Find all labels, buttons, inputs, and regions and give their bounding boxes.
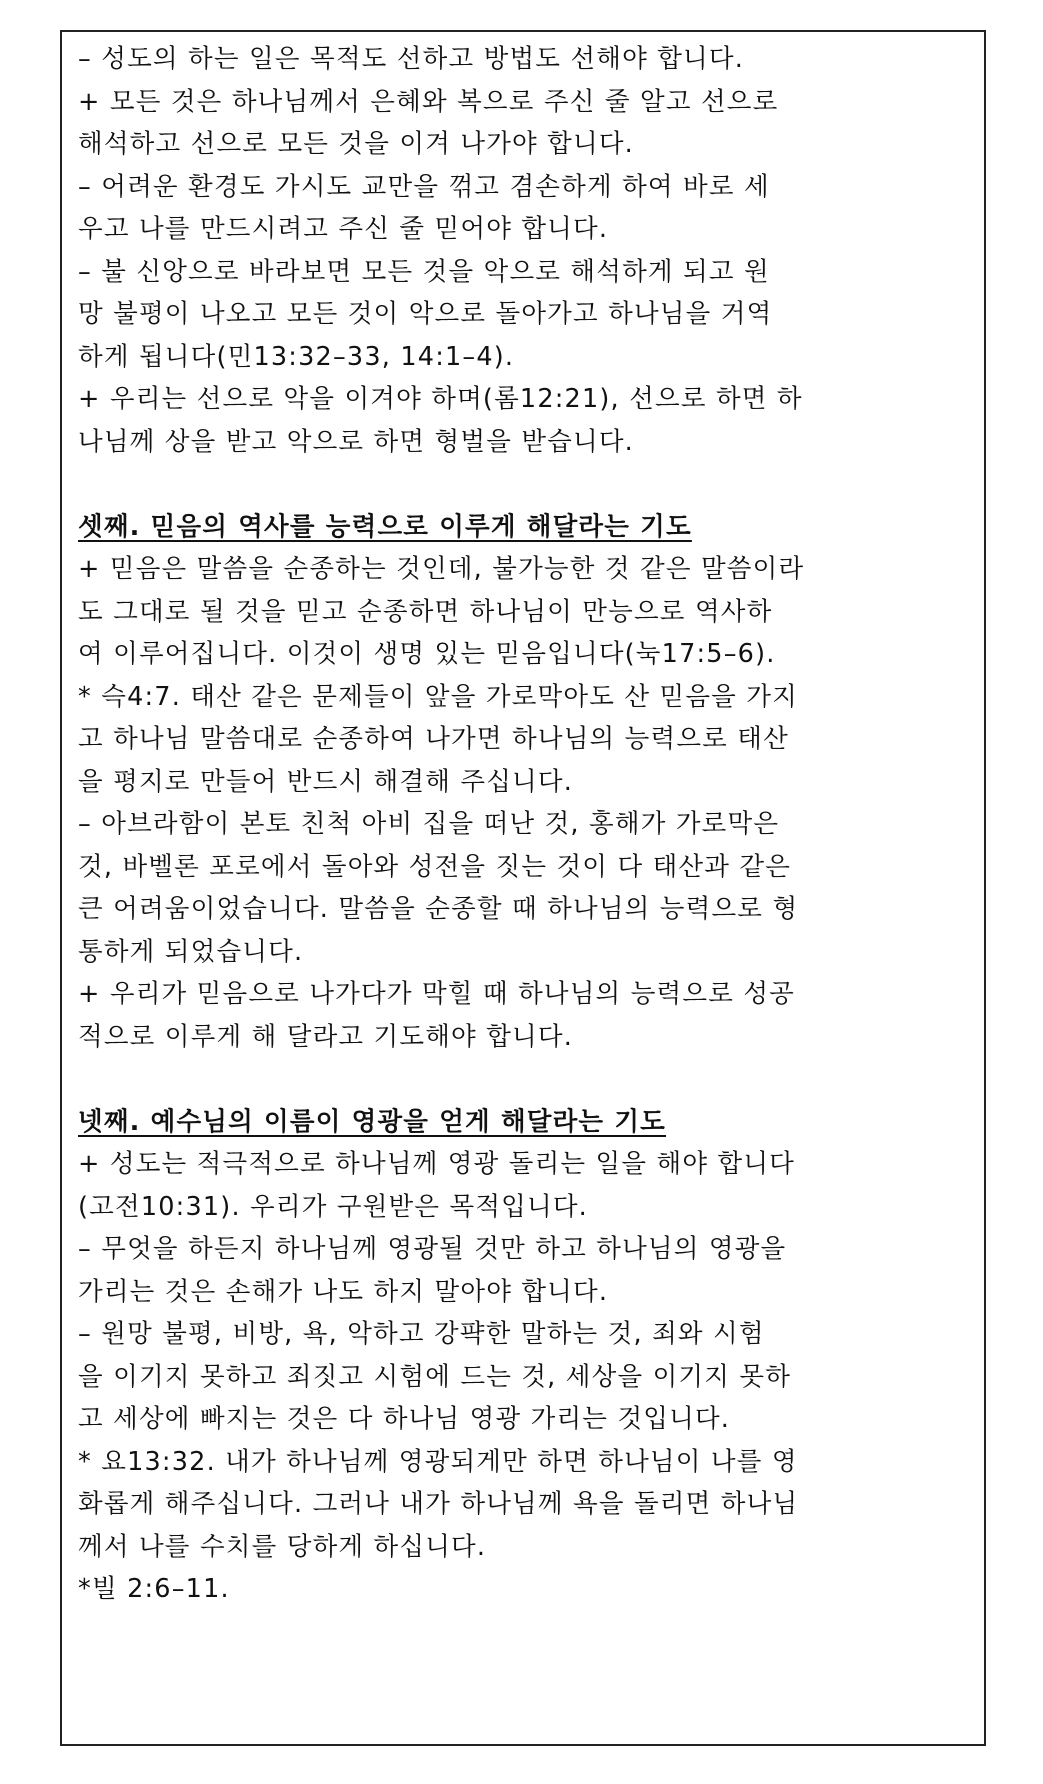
text-line: 하게 됩니다(민13:32–33, 14:1–4). xyxy=(78,341,515,372)
text-line: 고 세상에 빠지는 것은 다 하나님 영광 가리는 것입니다. xyxy=(78,1404,731,1434)
text-line: 큰 어려움이었습니다. 말씀을 순종할 때 하나님의 능력으로 형 xyxy=(78,894,799,924)
text-line: + 우리는 선으로 악을 이겨야 하며(롬12:21), 선으로 하면 하 xyxy=(78,384,803,414)
text-line: + 모든 것은 하나님께서 은혜와 복으로 주신 줄 알고 선으로 xyxy=(78,86,779,117)
text-line: *빌 2:6–11. xyxy=(78,1574,230,1604)
text-line: – 성도의 하는 일은 목적도 선하고 방법도 선해야 합니다. xyxy=(78,44,745,74)
text-line: 을 평지로 만들어 반드시 해결해 주십니다. xyxy=(78,766,573,797)
section-heading-line xyxy=(78,1101,966,1144)
text-line: 해석하고 선으로 모든 것을 이겨 나가야 합니다. xyxy=(78,129,634,159)
text-line: + 성도는 적극적으로 하나님께 영광 돌리는 일을 해야 합니다 xyxy=(78,1149,796,1179)
text-line: * 슥4:7. 태산 같은 문제들이 앞을 가로막아도 산 믿음을 가지 xyxy=(78,681,798,712)
text-line: 통하게 되었습니다. xyxy=(78,936,304,967)
text-line: 고 하나님 말씀대로 순종하여 나가면 하나님의 능력으로 태산 xyxy=(78,724,789,754)
blank-line xyxy=(78,1058,966,1101)
text-line: 가리는 것은 손해가 나도 하지 말아야 합니다. xyxy=(78,1276,609,1307)
text-line: * 요13:32. 내가 하나님께 영광되게만 하면 하나님이 나를 영 xyxy=(78,1446,798,1477)
text-line: 을 이기지 못하고 죄짓고 시험에 드는 것, 세상을 이기지 못하 xyxy=(78,1361,792,1392)
text-line: 께서 나를 수치를 당하게 하십니다. xyxy=(78,1531,487,1562)
text-line: 적으로 이루게 해 달라고 기도해야 합니다. xyxy=(78,1021,573,1052)
document-frame xyxy=(60,30,986,1746)
text-line: 나님께 상을 받고 악으로 하면 형벌을 받습니다. xyxy=(78,426,634,457)
text-line: + 우리가 믿음으로 나가다가 막힐 때 하나님의 능력으로 성공 xyxy=(78,979,796,1009)
text-line: 망 불평이 나오고 모든 것이 악으로 돌아가고 하나님을 거역 xyxy=(78,299,773,329)
text-line: – 무엇을 하든지 하나님께 영광될 것만 하고 하나님의 영광을 xyxy=(78,1234,787,1264)
text-line: 여 이루어집니다. 이것이 생명 있는 믿음입니다(눅17:5–6). xyxy=(78,639,776,669)
text-line: + 믿음은 말씀을 순종하는 것인데, 불가능한 것 같은 말씀이라 xyxy=(78,554,805,584)
section-heading: 셋째. 믿음의 역사를 능력으로 이루게 해달라는 기도 xyxy=(78,511,692,542)
text-line: – 원망 불평, 비방, 욕, 악하고 강퍅한 말하는 것, 죄와 시험 xyxy=(78,1319,765,1349)
text-line: 도 그대로 될 것을 믿고 순종하면 하나님이 만능으로 역사하 xyxy=(78,596,773,627)
text-line: (고전10:31). 우리가 구원받은 목적입니다. xyxy=(78,1191,588,1222)
text-line: – 불 신앙으로 바라보면 모든 것을 악으로 해석하게 되고 원 xyxy=(78,256,770,287)
section-heading: 넷째. 예수님의 이름이 영광을 얻게 해달라는 기도 xyxy=(78,1106,667,1137)
text-line: 화롭게 해주십니다. 그러나 내가 하나님께 욕을 돌리면 하나님 xyxy=(78,1489,799,1519)
text-line: – 어려운 환경도 가시도 교만을 꺾고 겸손하게 하여 바로 세 xyxy=(78,171,770,202)
text-line: 우고 나를 만드시려고 주신 줄 믿어야 합니다. xyxy=(78,214,609,244)
blank-line xyxy=(78,463,966,506)
section-heading-line xyxy=(78,506,966,549)
text-line: 것, 바벨론 포로에서 돌아와 성전을 짓는 것이 다 태산과 같은 xyxy=(78,851,792,882)
text-line: – 아브라함이 본토 친척 아비 집을 떠난 것, 홍해가 가로막은 xyxy=(78,809,780,839)
